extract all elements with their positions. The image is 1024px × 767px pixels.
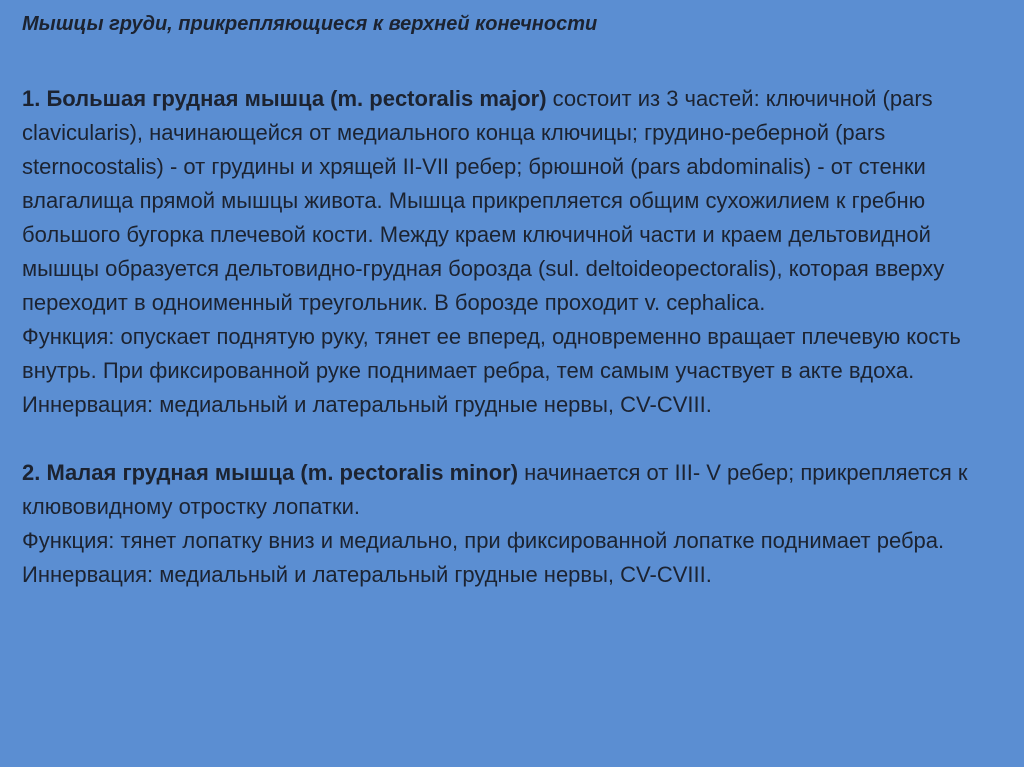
section-lead: 1. Большая грудная мышца (m. pectoralis major) <box>22 86 547 111</box>
section-function: Функция: опускает поднятую руку, тянет ее вперед, одновременно вращает плечевую кость внутрь. При фиксированной руке поднимает ребра, тем самым участвует в акте вдоха. <box>22 324 961 383</box>
section-innervation: Иннервация: медиальный и латеральный грудные нервы, CV-CVIII. <box>22 562 712 587</box>
section-description: состоит из 3 частей: ключичной (pars clavicularis), начинающейся от медиального конца ключицы; грудино-реберной (pars sternocostalis) - от грудины и хрящей II-VII ребер; брюшной (pars abdominalis) - от стенки влагалища прямой мышцы живота. Мышца прикрепляется общим сухожилием к гребню большого бугорка плечевой кости. Между краем ключичной части и краем дельтовидной мышцы образуется дельтовидно-грудная борозда (sul. deltoideopectoralis), которая вверху переходит в одноименный треугольник. В борозде проходит v. cephalica. <box>22 86 945 315</box>
section-intro <box>22 456 1007 524</box>
section-function: Функция: тянет лопатку вниз и медиально, при фиксированной лопатке поднимает ребра. <box>22 528 945 553</box>
section-lead: 2. Малая грудная мышца (m. pectoralis minor) <box>22 460 519 485</box>
section-intro <box>22 82 1007 320</box>
slide-content <box>22 10 1007 592</box>
section-innervation: Иннервация: медиальный и латеральный грудные нервы, CV-CVIII. <box>22 392 712 417</box>
section-pectoralis-major <box>22 82 1007 422</box>
section-description: начинается от III- V ребер; прикрепляется к клювовидному отростку лопатки. <box>22 460 968 519</box>
slide-title: Мышцы груди, прикрепляющиеся к верхней конечности <box>22 13 598 35</box>
section-pectoralis-minor <box>22 456 1007 592</box>
